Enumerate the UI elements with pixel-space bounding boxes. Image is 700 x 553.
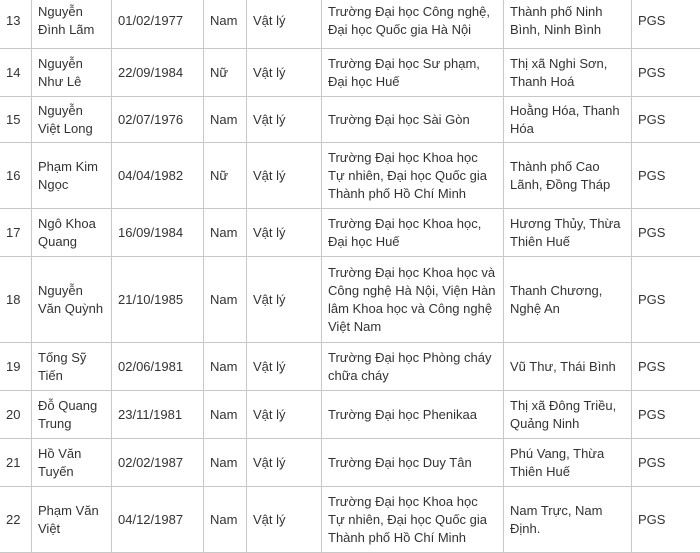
table-row (0, 257, 700, 343)
institution: Trường Đại học Phenikaa (322, 391, 504, 439)
table-row (0, 343, 700, 391)
row-number: 22 (0, 487, 32, 553)
gender: Nam (204, 343, 247, 391)
hometown: Thành phố Cao Lãnh, Đồng Tháp (504, 143, 632, 209)
institution: Trường Đại học Khoa học Tự nhiên, Đại học Quốc gia Thành phố Hồ Chí Minh (322, 143, 504, 209)
date-of-birth: 02/07/1976 (112, 97, 204, 143)
date-of-birth: 02/06/1981 (112, 343, 204, 391)
institution: Trường Đại học Phòng cháy chữa cháy (322, 343, 504, 391)
academic-title: PGS (632, 0, 700, 49)
row-number: 17 (0, 209, 32, 257)
institution: Trường Đại học Sài Gòn (322, 97, 504, 143)
row-number: 15 (0, 97, 32, 143)
academic-title: PGS (632, 391, 700, 439)
table-row (0, 97, 700, 143)
table-row (0, 391, 700, 439)
row-number: 19 (0, 343, 32, 391)
date-of-birth: 23/11/1981 (112, 391, 204, 439)
academic-title: PGS (632, 97, 700, 143)
hometown: Thành phố Ninh Bình, Ninh Bình (504, 0, 632, 49)
academic-title: PGS (632, 143, 700, 209)
candidate-name: Nguyễn Đình Lãm (32, 0, 112, 49)
candidate-name: Phạm Văn Việt (32, 487, 112, 553)
institution: Trường Đại học Sư phạm, Đại học Huế (322, 49, 504, 97)
table-row (0, 143, 700, 209)
academic-title: PGS (632, 209, 700, 257)
date-of-birth: 16/09/1984 (112, 209, 204, 257)
institution: Trường Đại học Khoa học và Công nghệ Hà Nội, Viện Hàn lâm Khoa học và Công nghệ Việt Nam (322, 257, 504, 343)
row-number: 20 (0, 391, 32, 439)
hometown: Thị xã Đông Triều, Quảng Ninh (504, 391, 632, 439)
candidate-name: Phạm Kim Ngọc (32, 143, 112, 209)
academic-title: PGS (632, 343, 700, 391)
gender: Nam (204, 257, 247, 343)
date-of-birth: 22/09/1984 (112, 49, 204, 97)
hometown: Thanh Chương, Nghệ An (504, 257, 632, 343)
institution: Trường Đại học Khoa học Tự nhiên, Đại học Quốc gia Thành phố Hồ Chí Minh (322, 487, 504, 553)
table-row (0, 209, 700, 257)
date-of-birth: 21/10/1985 (112, 257, 204, 343)
candidate-name: Đỗ Quang Trung (32, 391, 112, 439)
row-number: 16 (0, 143, 32, 209)
hometown: Nam Trực, Nam Định. (504, 487, 632, 553)
candidate-name: Nguyễn Văn Quỳnh (32, 257, 112, 343)
gender: Nam (204, 209, 247, 257)
hometown: Vũ Thư, Thái Bình (504, 343, 632, 391)
institution: Trường Đại học Công nghệ, Đại học Quốc gia Hà Nội (322, 0, 504, 49)
date-of-birth: 02/02/1987 (112, 439, 204, 487)
table-row (0, 487, 700, 553)
gender: Nữ (204, 143, 247, 209)
hometown: Hoằng Hóa, Thanh Hóa (504, 97, 632, 143)
hometown: Thị xã Nghi Sơn, Thanh Hoá (504, 49, 632, 97)
candidate-name: Tống Sỹ Tiến (32, 343, 112, 391)
institution: Trường Đại học Duy Tân (322, 439, 504, 487)
row-number: 21 (0, 439, 32, 487)
gender: Nữ (204, 49, 247, 97)
academic-title: PGS (632, 257, 700, 343)
table-row (0, 49, 700, 97)
field: Vật lý (247, 487, 322, 553)
field: Vật lý (247, 343, 322, 391)
academic-title: PGS (632, 487, 700, 553)
candidate-name: Hồ Văn Tuyến (32, 439, 112, 487)
gender: Nam (204, 391, 247, 439)
field: Vật lý (247, 257, 322, 343)
field: Vật lý (247, 391, 322, 439)
hometown: Phú Vang, Thừa Thiên Huế (504, 439, 632, 487)
gender: Nam (204, 0, 247, 49)
hometown: Hương Thủy, Thừa Thiên Huế (504, 209, 632, 257)
field: Vật lý (247, 209, 322, 257)
candidate-name: Ngô Khoa Quang (32, 209, 112, 257)
gender: Nam (204, 439, 247, 487)
date-of-birth: 01/02/1977 (112, 0, 204, 49)
field: Vật lý (247, 49, 322, 97)
candidate-name: Nguyễn Việt Long (32, 97, 112, 143)
field: Vật lý (247, 97, 322, 143)
row-number: 14 (0, 49, 32, 97)
date-of-birth: 04/12/1987 (112, 487, 204, 553)
candidate-name: Nguyễn Như Lê (32, 49, 112, 97)
academic-title: PGS (632, 439, 700, 487)
field: Vật lý (247, 439, 322, 487)
field: Vật lý (247, 0, 322, 49)
academic-title: PGS (632, 49, 700, 97)
row-number: 13 (0, 0, 32, 49)
table-row (0, 0, 700, 49)
gender: Nam (204, 97, 247, 143)
institution: Trường Đại học Khoa học, Đại học Huế (322, 209, 504, 257)
field: Vật lý (247, 143, 322, 209)
row-number: 18 (0, 257, 32, 343)
date-of-birth: 04/04/1982 (112, 143, 204, 209)
gender: Nam (204, 487, 247, 553)
table-row (0, 439, 700, 487)
